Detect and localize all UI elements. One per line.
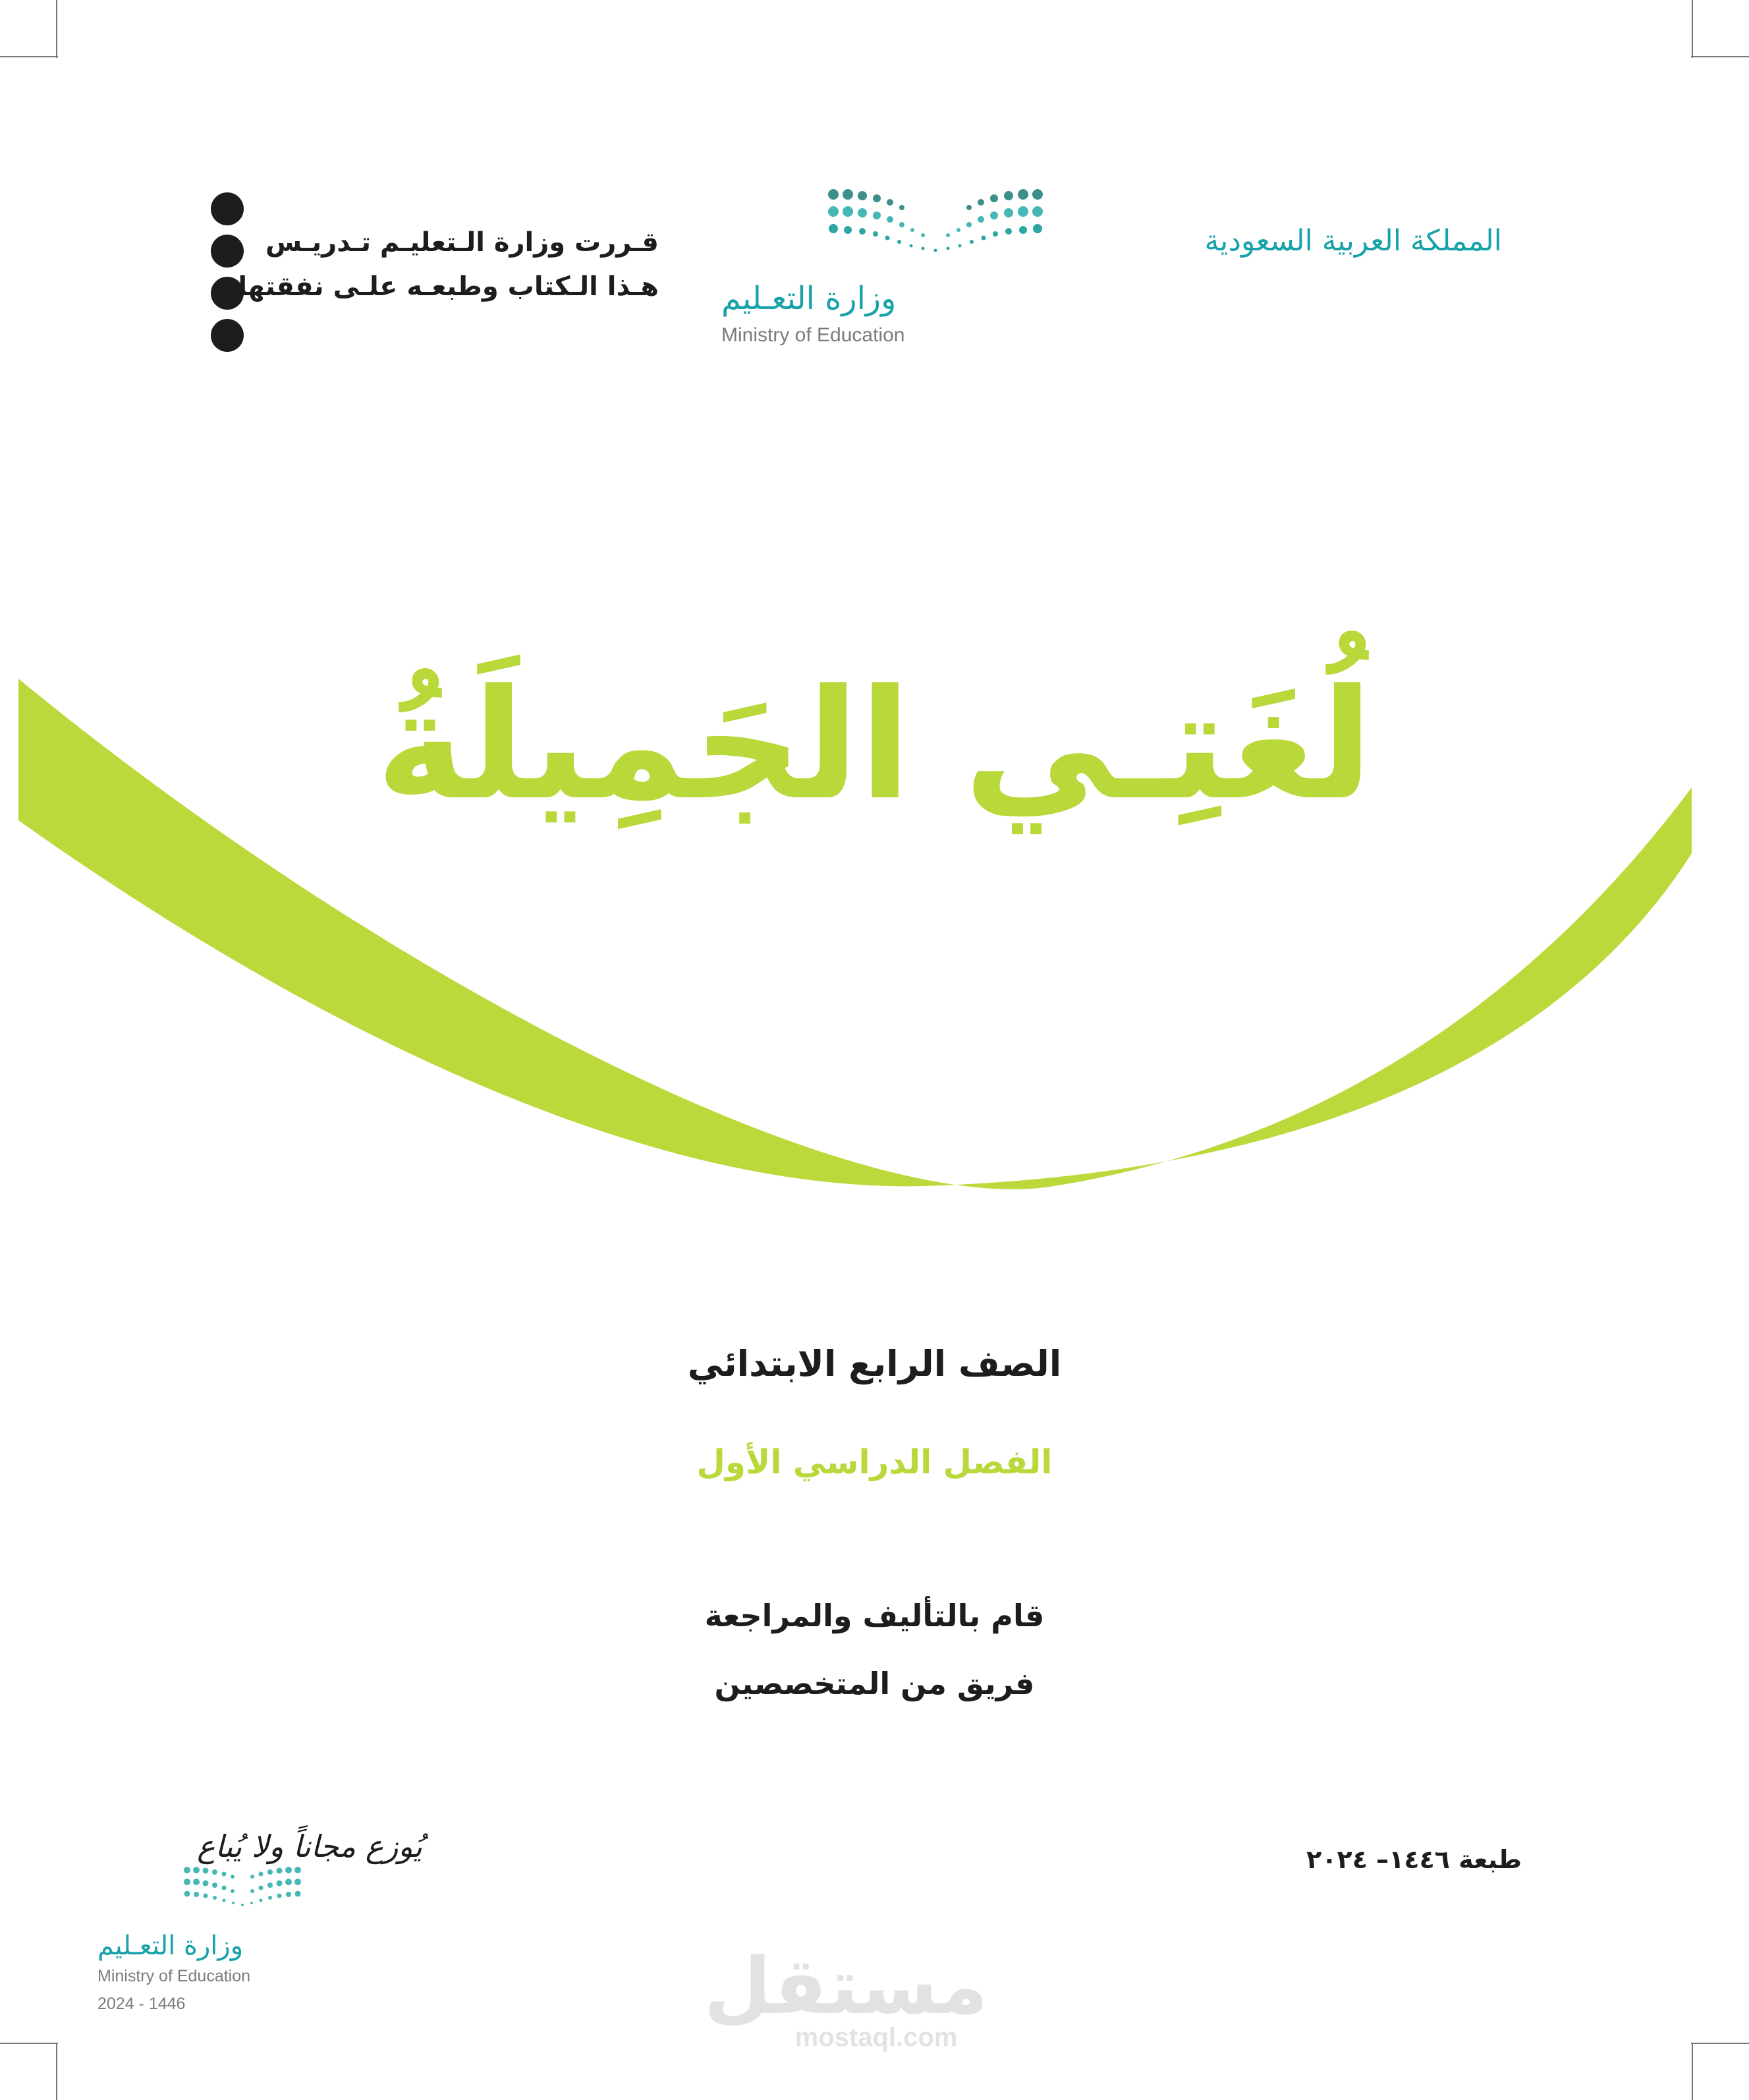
watermark-arabic: مستقل — [704, 1941, 988, 2031]
watermark-latin: mostaql.com — [794, 2023, 958, 2052]
footer-ministry-name-ar: وزارة التعـليم — [97, 1931, 244, 1961]
footer-ministry-name-en: Ministry of Education — [97, 1967, 251, 1985]
semester-label: الفصل الدراسي الأول — [696, 1443, 1053, 1481]
grade-label: الصف الرابع الابتدائي — [687, 1343, 1062, 1384]
kingdom-label: المملكة العربية السعودية — [1204, 224, 1502, 258]
book-title: لُغَتِـي الجَمِيلَةُ — [375, 658, 1374, 834]
authorship-line-1: قام بالتأليف والمراجعة — [704, 1598, 1045, 1633]
edition-label: طبعة ١٤٤٦– ٢٠٢٤ — [1306, 1845, 1522, 1874]
decree-line-2: هـذا الـكتاب وطبعـه علـى نفقتها — [238, 271, 659, 302]
authorship-line-2: فريق من المتخصصين — [714, 1666, 1035, 1701]
ministry-name-en: Ministry of Education — [721, 324, 905, 346]
decree-line-1: قـررت وزارة الـتعليـم تـدريـس — [265, 227, 659, 258]
footer-logo-dots-icon — [183, 1865, 302, 1911]
ministry-name-ar: وزارة التعـليم — [721, 280, 897, 317]
free-distribution-motto: يُوزع مجاناً ولا يُباع — [197, 1829, 422, 1864]
footer-years: 2024 - 1446 — [97, 1995, 186, 2013]
